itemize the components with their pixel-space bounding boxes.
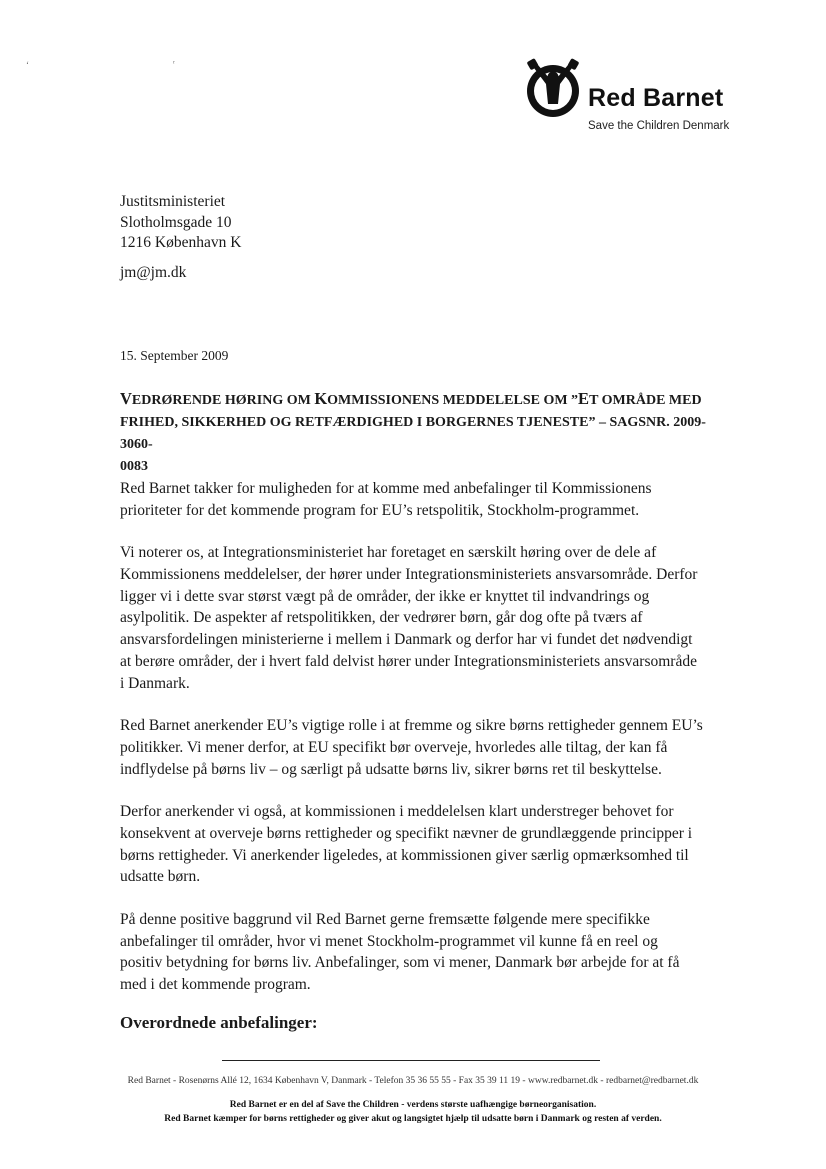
footer-tagline: Red Barnet er en del af Save the Children - verdens største uafhængige børneorganisation. <box>229 1100 597 1110</box>
footer-divider <box>222 1060 600 1061</box>
paragraph: Derfor anerkender vi også, at kommissionen i meddelelsen klart understreger behovet for konsekvent at overveje børns rettigheder og specifikt nævner de grundlæggende principper i børns rettigheder. Vi anerkender ligeledes, at kommissionen giver særlig opmærksomhed til udsatte børn. <box>120 803 693 886</box>
footer-tagline: Red Barnet kæmper for børns rettigheder og giver akut og langsigtet hjælp til udsatte børn i Danmark og resten af verden. <box>164 1114 662 1124</box>
paragraph: Red Barnet anerkender EU’s vigtige rolle i at fremme og sikre børns rettigheder gennem EU’s politikker. Vi mener derfor, at EU specifikt bør overveje, hvorledes alle tiltag, der kan få indflydelse på børns liv – og særligt på udsatte børns liv, sikrer børns ret til beskyttelse. <box>120 717 703 778</box>
paragraph: Red Barnet takker for muligheden for at komme med anbefalinger til Kommissionens prioriteter for det kommende program for EU’s retspolitik, Stockholm-programmet. <box>120 480 652 519</box>
recipient-address <box>120 192 241 254</box>
paragraph: Vi noterer os, at Integrationsministeriet har foretaget en særskilt høring over de dele af Kommissionens meddelelser, der hører under Integrationsministeriets ansvarsområde. Derfor ligger vi i dette svar størst vægt på de områder, der ikke er knyttet til indvandrings og asylpolitik. De aspekter af retspolitikken, der vedrører børn, går dog ofte på tværs af ansvarsfordelingen ministerierne i mellem i Danmark og derfor har vi fundet det nødvendigt at berøre områder, der i hvert fald delvist hører under Integrationsministeriets ansvarsområde i Danmark. <box>120 544 698 692</box>
recipient-city: 1216 København K <box>120 234 242 251</box>
logo-subtitle: Save the Children Denmark <box>588 120 730 132</box>
red-barnet-logo <box>524 58 754 138</box>
footer-contact-line: Red Barnet - Rosenørns Allé 12, 1634 København V, Danmark - Telefon 35 36 55 55 - Fax 35 39 11 19 - www.redbarnet.dk - redbarnet@redbarnet.dk <box>127 1076 699 1086</box>
recipient-name: Justitsministeriet <box>120 193 226 210</box>
subject-line: VEDRØRENDE HØRING OM KOMMISSIONENS MEDDELELSE OM ”ET OMRÅDE MED <box>120 389 702 408</box>
subject-line: 0083 <box>120 459 148 474</box>
letter-date: 15. September 2009 <box>120 348 229 363</box>
recipient-email: jm@jm.dk <box>120 264 187 281</box>
subject-line: FRIHED, SIKKERHED OG RETFÆRDIGHED I BORGERNES TJENESTE” – SAGSNR. 2009-3060- <box>120 415 706 452</box>
save-the-children-emblem-icon <box>524 58 582 120</box>
letter-body <box>120 478 720 1016</box>
paragraph: På denne positive baggrund vil Red Barnet gerne fremsætte følgende mere specifikke anbefalinger til områder, hvor vi menet Stockholm-programmet vil kunne få en reel og positiv betydning for børns liv. Anbefalinger, som vi mener, Danmark bør arbejde for at få med i det kommende program. <box>120 910 680 994</box>
logo-name: Red Barnet <box>588 84 724 112</box>
scan-mark: ʳ <box>173 58 175 68</box>
recipient-street: Slotholmsgade 10 <box>120 213 232 231</box>
section-heading: Overordnede anbefalinger: <box>120 1013 318 1032</box>
subject-heading <box>120 388 720 478</box>
scan-mark: ʻ <box>26 60 29 70</box>
